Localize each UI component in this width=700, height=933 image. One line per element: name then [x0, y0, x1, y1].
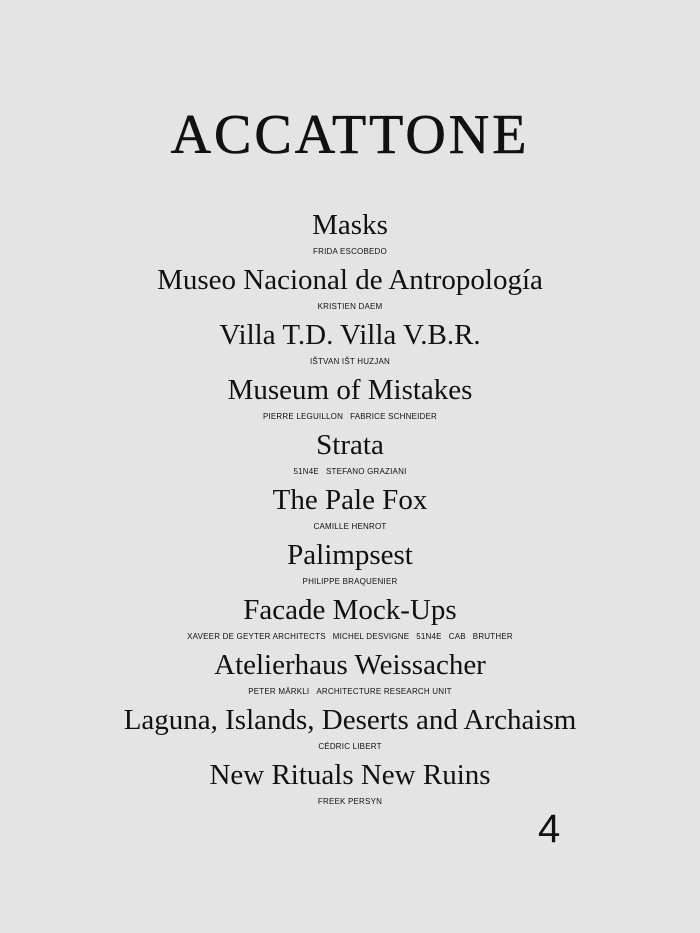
- toc-entry: [0, 534, 700, 589]
- toc-entry: [0, 424, 700, 479]
- toc-entry: [0, 754, 700, 809]
- toc-entry-credit: XAVEER DE GEYTER ARCHITECTS: [187, 632, 326, 641]
- toc-entry-credit: MICHEL DESVIGNE: [332, 632, 410, 641]
- toc-entry-credits: [0, 412, 700, 422]
- toc-entry-credits: [0, 632, 700, 642]
- toc-entry-credits: [0, 577, 700, 587]
- toc-entry-credit: FREEK PERSYN: [317, 797, 383, 806]
- toc-entry-credits: [0, 247, 700, 257]
- toc-entry-title: Laguna, Islands, Deserts and Archaism: [123, 704, 577, 736]
- toc-entry-credits: [0, 742, 700, 752]
- toc-entry-credit: ARCHITECTURE RESEARCH UNIT: [316, 687, 452, 696]
- toc-entry-credits: [0, 302, 700, 312]
- toc-entry-title: Strata: [316, 429, 384, 461]
- toc-entry-title: Museo Nacional de Antropología: [157, 264, 543, 296]
- toc-entry: [0, 589, 700, 644]
- toc-entry-title: Masks: [312, 209, 388, 241]
- toc-entry-credits: [0, 357, 700, 367]
- toc-entry: [0, 204, 700, 259]
- toc-entry-title: Villa T.D. Villa V.B.R.: [219, 319, 481, 351]
- toc-entry-title: Palimpsest: [287, 539, 413, 571]
- toc-entry: [0, 479, 700, 534]
- toc-entry-credit: PHILIPPE BRAQUENIER: [302, 577, 398, 586]
- toc-entry: [0, 369, 700, 424]
- toc-entry-title: New Rituals New Ruins: [209, 759, 491, 791]
- toc-entry-credits: [0, 467, 700, 477]
- toc-entry-credits: [0, 797, 700, 807]
- toc-entry-title: Atelierhaus Weissacher: [214, 649, 486, 681]
- toc-entry-title: Museum of Mistakes: [227, 374, 473, 406]
- toc-entry-credit: PIERRE LEGUILLON: [262, 412, 344, 421]
- toc-entry-credits: [0, 522, 700, 532]
- toc-entry: [0, 314, 700, 369]
- toc-entry-credit: PETER MÄRKLI: [248, 687, 310, 696]
- toc-entry-credit: FRIDA ESCOBEDO: [313, 247, 387, 256]
- toc-entry-credit: KRISTIEN DAEM: [317, 302, 383, 311]
- toc-entry-credit: CAB: [448, 632, 466, 641]
- toc-entry: [0, 259, 700, 314]
- toc-entry-credit: BRUTHER: [472, 632, 513, 641]
- toc-entry-credit: STEFANO GRAZIANI: [325, 467, 407, 476]
- toc-entry-title: The Pale Fox: [272, 484, 428, 516]
- toc-entry-title: Facade Mock-Ups: [243, 594, 457, 626]
- toc-entry-credits: [0, 687, 700, 697]
- toc-entry: [0, 644, 700, 699]
- toc-entry-credit: 51N4E: [293, 467, 319, 476]
- toc-entry-credit: CÉDRIC LIBERT: [318, 742, 382, 751]
- toc-entry: [0, 699, 700, 754]
- magazine-title: ACCATTONE: [170, 104, 530, 166]
- toc-entry-credit: CAMILLE HENROT: [313, 522, 387, 531]
- issue-number: 4: [538, 807, 561, 851]
- table-of-contents: [0, 204, 700, 809]
- toc-entry-credit: FABRICE SCHNEIDER: [350, 412, 438, 421]
- toc-entry-credit: IŠTVAN IŠT HUZJAN: [309, 357, 390, 366]
- toc-entry-credit: 51N4E: [416, 632, 442, 641]
